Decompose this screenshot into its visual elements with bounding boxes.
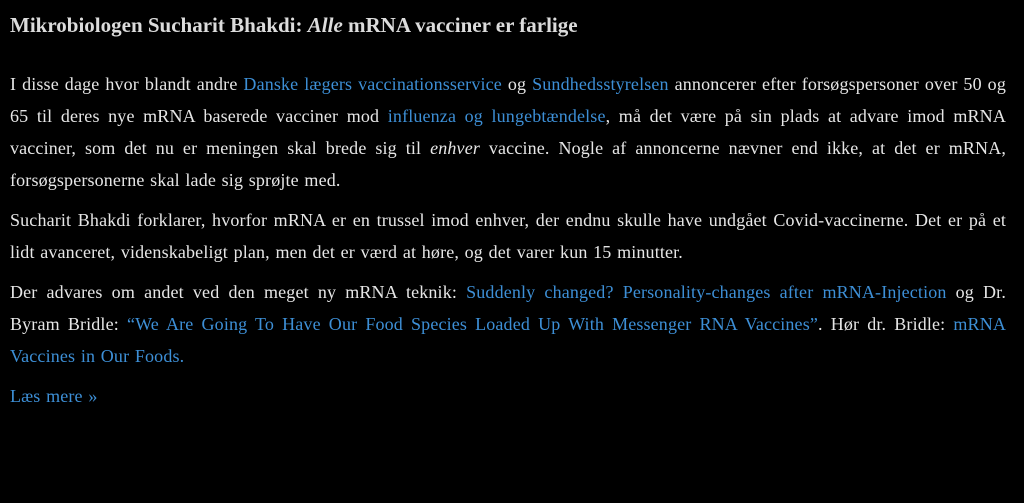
- title-suffix: mRNA vacciner er farlige: [342, 13, 578, 37]
- paragraph-intro: [10, 68, 1006, 196]
- link-influenza-lungebtaendelse[interactable]: influenza og lungebtændelse: [387, 106, 606, 126]
- p3-text-1: Der advares om andet ved den meget ny mRNA teknik:: [10, 282, 467, 302]
- title-emphasis: Alle: [307, 13, 343, 37]
- link-sundhedsstyrelsen[interactable]: Sundhedsstyrelsen: [532, 74, 669, 94]
- link-bridle-food-species[interactable]: “We Are Going To Have Our Food Species Loaded Up With Messenger RNA Vaccines”: [126, 314, 818, 334]
- article-title: [10, 10, 1006, 40]
- link-mrna-vaccines-in-foods[interactable]: mRNA Vaccines in Our Foods.: [10, 314, 1007, 366]
- paragraph-warnings: [10, 276, 1006, 372]
- read-more-link[interactable]: Læs mere »: [10, 386, 98, 406]
- p1-text-5: vaccine. Nogle af annoncerne nævner end ikke, at det er mRNA, forsøgspersonerne skal lade sig sprøjte med.: [10, 138, 1007, 190]
- p1-text-3: annoncerer efter forsøgspersoner over 50 og 65 til deres nye mRNA baserede vacciner mod: [10, 74, 1006, 126]
- paragraph-bhakdi: Sucharit Bhakdi forklarer, hvorfor mRNA er en trussel imod enhver, der endnu skulle have undgået Covid-vaccinerne. Det er på et lidt avanceret, videnskabeligt plan, men det er værd at høre, og det varer kun 15 minutter.: [10, 210, 1006, 262]
- p3-text-2: og Dr. Byram Bridle:: [10, 282, 1006, 334]
- read-more-line: [10, 380, 1006, 412]
- link-danske-laegers-vaccinationsservice[interactable]: Danske lægers vaccinationsservice: [243, 74, 502, 94]
- p3-text-3: . Hør dr. Bridle:: [818, 314, 954, 334]
- title-prefix: Mikrobiologen Sucharit Bhakdi:: [10, 13, 308, 37]
- p1-text-4: , må det være på sin plads at advare imod mRNA vacciner, som det nu er meningen skal brede sig til: [10, 106, 1006, 158]
- link-personality-changes[interactable]: Suddenly changed? Personality-changes after mRNA-Injection: [466, 282, 947, 302]
- p1-text-1: I disse dage hvor blandt andre: [10, 74, 244, 94]
- p1-emphasis: enhver: [430, 138, 480, 158]
- p1-text-2: og: [501, 74, 533, 94]
